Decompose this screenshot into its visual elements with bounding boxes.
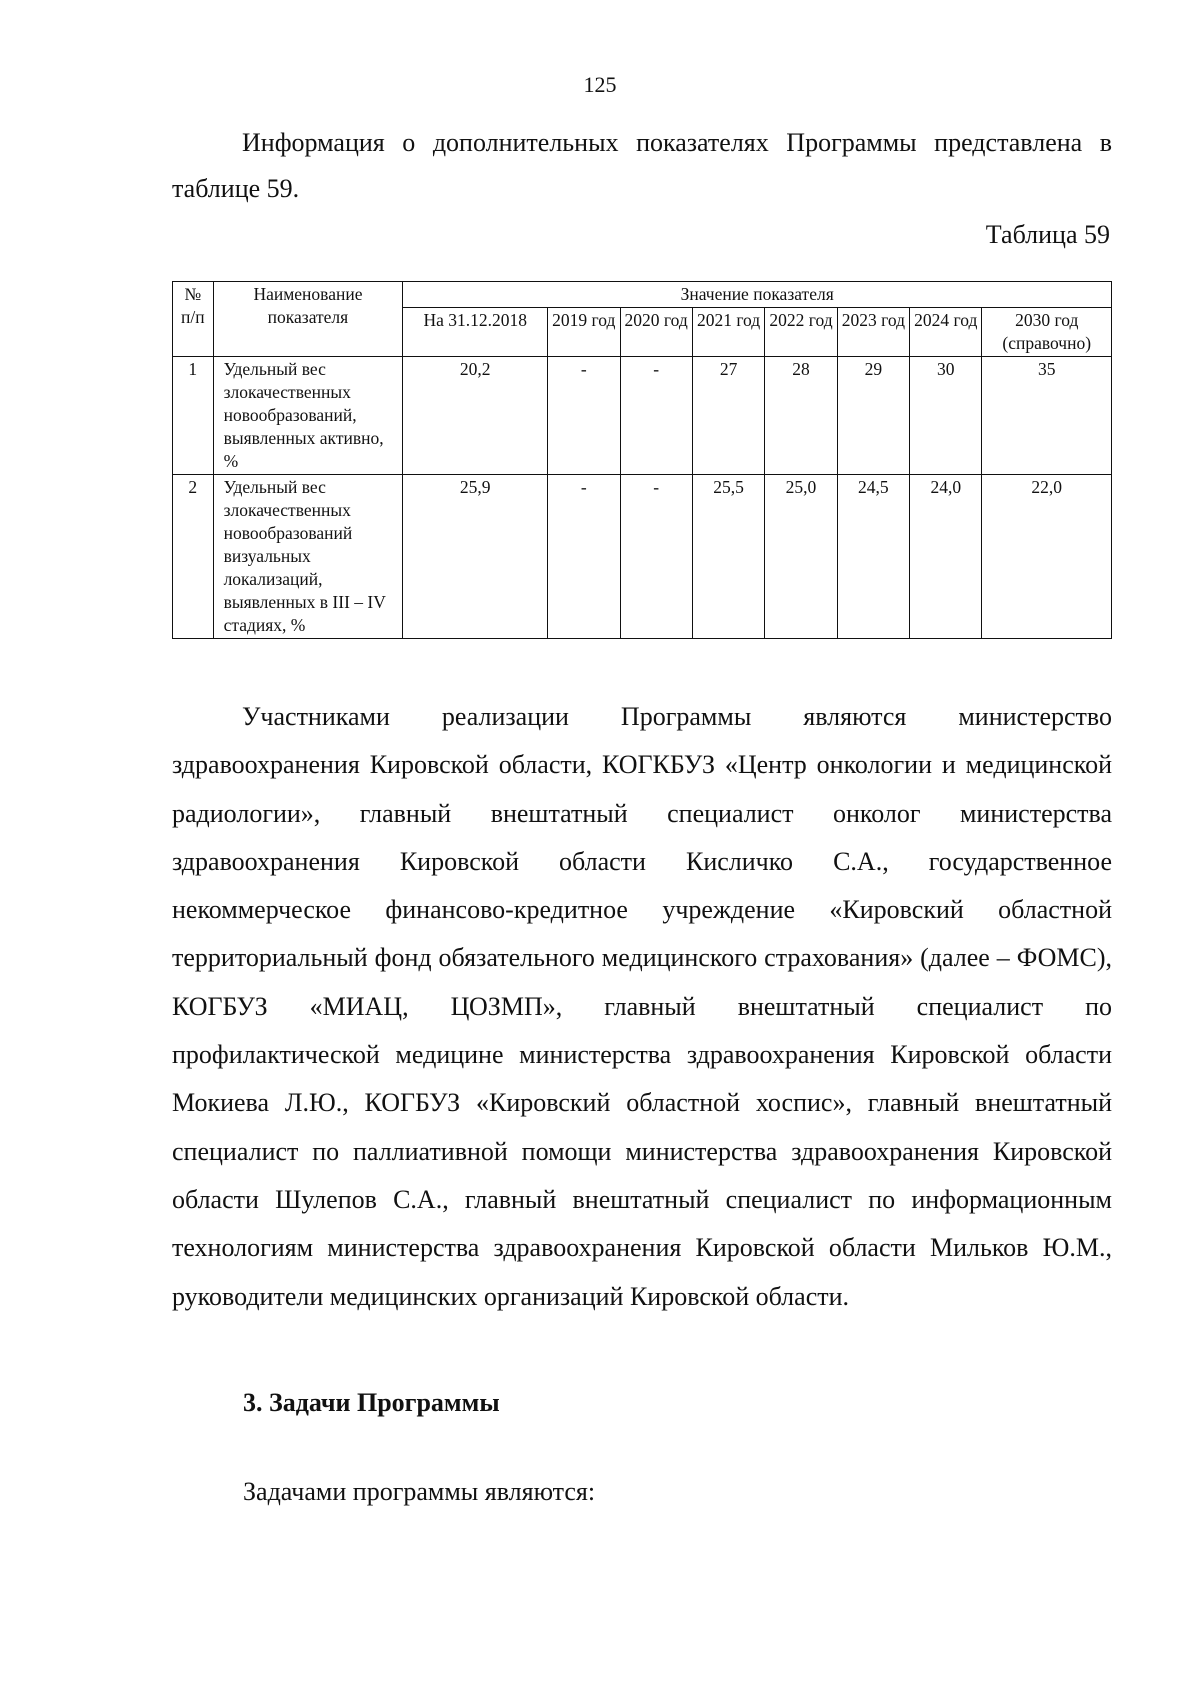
row-value: 27 — [692, 357, 764, 475]
intro-paragraph: Информация о дополнительных показателях Программы представлена в таблице 59. — [172, 128, 1112, 203]
row-value: 24,0 — [910, 475, 982, 639]
row-value: 22,0 — [982, 475, 1112, 639]
header-year: 2021 год — [692, 308, 764, 357]
header-year: 2024 год — [910, 308, 982, 357]
header-year: 2023 год — [837, 308, 909, 357]
row-number: 1 — [173, 357, 214, 475]
table-row — [173, 475, 1112, 639]
row-value: 25,0 — [765, 475, 837, 639]
row-value: 25,9 — [403, 475, 548, 639]
row-value: 25,5 — [692, 475, 764, 639]
row-value: - — [548, 357, 620, 475]
tasks-intro: Задачами программы являются: — [243, 1477, 596, 1506]
row-value: - — [620, 357, 692, 475]
page-number: 125 — [583, 72, 617, 97]
header-year: 2022 год — [765, 308, 837, 357]
section-heading: 3. Задачи Программы — [243, 1388, 500, 1417]
header-year: 2020 год — [620, 308, 692, 357]
header-number: № п/п — [173, 282, 214, 357]
row-value: - — [548, 475, 620, 639]
row-value: 29 — [837, 357, 909, 475]
row-value: 28 — [765, 357, 837, 475]
header-indicator-value: Значение показателя — [403, 282, 1112, 308]
row-indicator-name: Удельный вес злокачественных новообразований визуальных локализаций, выявленных в III – IV стадиях, % — [213, 475, 403, 639]
header-indicator-name: Наименование показателя — [213, 282, 403, 357]
header-year: На 31.12.2018 — [403, 308, 548, 357]
header-year: 2019 год — [548, 308, 620, 357]
row-value: - — [620, 475, 692, 639]
row-indicator-name: Удельный вес злокачественных новообразований, выявленных активно, % — [213, 357, 403, 475]
row-value: 24,5 — [837, 475, 909, 639]
table-caption: Таблица 59 — [985, 220, 1110, 249]
indicators-table — [172, 281, 1112, 639]
table-row — [173, 357, 1112, 475]
participants-paragraph: Участниками реализации Программы являются министерство здравоохранения Кировской области, КОГКБУЗ «Центр онкологии и медицинской радиологии», главный внештатный специалист онколог министерства здравоохранения Кировской области Кисличко С.А., государственное некоммерческое финансово-кредитное учреждение «Кировский областной территориальный фонд обязательного медицинского страхования» (далее – ФОМС), КОГБУЗ «МИАЦ, ЦОЗМП», главный внештатный специалист по профилактической медицине министерства здравоохранения Кировской области Мокиева Л.Ю., КОГБУЗ «Кировский областной хоспис», главный внештатный специалист по паллиативной помощи министерства здравоохранения Кировской области Шулепов С.А., главный внештатный специалист по информационным технологиям министерства здравоохранения Кировской области Мильков Ю.М., руководители медицинских организаций Кировской области. — [172, 702, 1112, 1311]
row-value: 35 — [982, 357, 1112, 475]
row-value: 30 — [910, 357, 982, 475]
header-year: 2030 год (справочно) — [982, 308, 1112, 357]
row-value: 20,2 — [403, 357, 548, 475]
row-number: 2 — [173, 475, 214, 639]
